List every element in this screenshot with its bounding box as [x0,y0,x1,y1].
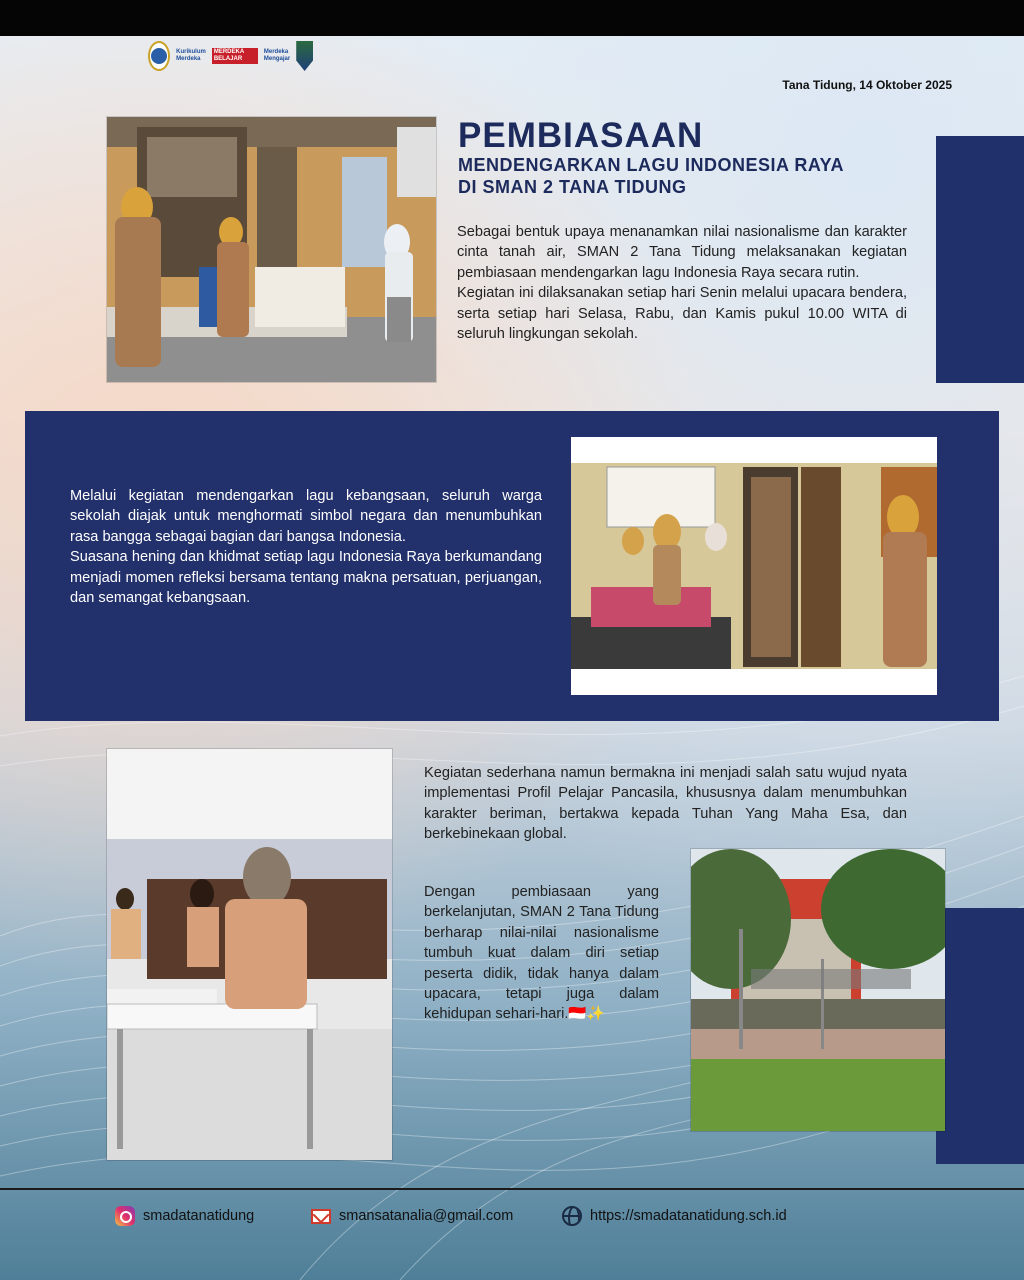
section1-paragraph-2: Kegiatan ini dilaksanakan setiap hari Senin melalui upacara bendera, serta setiap hari Selasa, Rabu, dan Kamis pukul 10.00 WITA di seluruh lingkungan sekolah. [457,285,907,343]
instagram-handle[interactable]: smadatanatidung [143,1208,255,1224]
footer-email[interactable] [311,1204,513,1228]
section2-paragraph-2: Suasana hening dan khidmat setiap lagu Indonesia Raya berkumandang menjadi momen refleksi bersama tentang makna persatuan, perjuangan, dan semangat kebangsaan. [70,549,542,607]
title-sub-line1: MENDENGARKAN LAGU INDONESIA RAYA [458,155,845,175]
section2-text [70,486,542,608]
title-main: PEMBIASAAN [458,116,704,155]
section1-text [457,222,907,344]
mail-icon [311,1209,331,1224]
section3-paragraph-2: Dengan pembiasaan yang berkelanjutan, SMAN 2 Tana Tidung berharap nilai-nilai nasionalisme tumbuh kuat dalam diri setiap peserta didik, tidak hanya dalam upacara, tetapi juga dalam kehidupan sehari-hari.🇮🇩✨ [424,884,659,1023]
merdeka-mengajar-logo: Merdeka Mengajar [263,49,291,62]
photo-classroom [106,748,393,1161]
title-sub-line2: DI SMAN 2 TANA TIDUNG [458,177,687,197]
regency-emblem-icon [296,41,313,71]
section2-paragraph-1: Melalui kegiatan mendengarkan lagu kebangsaan, seluruh warga sekolah diajak untuk menghormati simbol negara dan menumbuhkan rasa bangga sebagai bagian dari bangsa Indonesia. [70,488,542,545]
email-address[interactable]: smansatanalia@gmail.com [339,1208,514,1224]
kurikulum-merdeka-logo: Kurikulum Merdeka [176,49,206,62]
photo-corridor-assembly [106,116,437,383]
globe-icon [562,1206,582,1226]
logo-strip [148,38,313,74]
footer-divider [0,1188,1024,1190]
merdeka-belajar-logo: MERDEKA BELAJAR [212,48,258,64]
footer-instagram[interactable] [115,1204,254,1228]
poster-title [458,118,844,198]
poster-page [0,36,1024,1280]
footer-website[interactable] [562,1204,787,1228]
section3-paragraph-1: Kegiatan sederhana namun bermakna ini menjadi salah satu wujud nyata implementasi Profil Pelajar Pancasila, khususnya dalam menumbuhkan karakter beriman, bertakwa kepada Tuhan Yang Maha Esa, dan berkebinekaan global. [424,765,907,843]
section1-paragraph-1: Sebagai bentuk upaya menanamkan nilai nasionalisme dan karakter cinta tanah air, SMAN 2 Tana Tidung melaksanakan kegiatan pembiasaan mendengarkan lagu Indonesia Raya secara rutin. [457,224,907,281]
date-label: Tana Tidung, 14 Oktober 2025 [782,78,952,92]
instagram-icon [115,1206,135,1226]
photo-schoolyard [690,848,946,1132]
website-url[interactable]: https://smadatanatidung.sch.id [590,1208,787,1224]
photo-frame-office [571,437,937,695]
accent-block-right-top [936,136,1024,383]
top-black-bar [0,0,1024,36]
school-logo-icon [148,41,170,71]
section3-text-1 [424,763,907,845]
accent-block-right-bottom [936,908,1024,1164]
section3-text-2 [424,882,659,1025]
